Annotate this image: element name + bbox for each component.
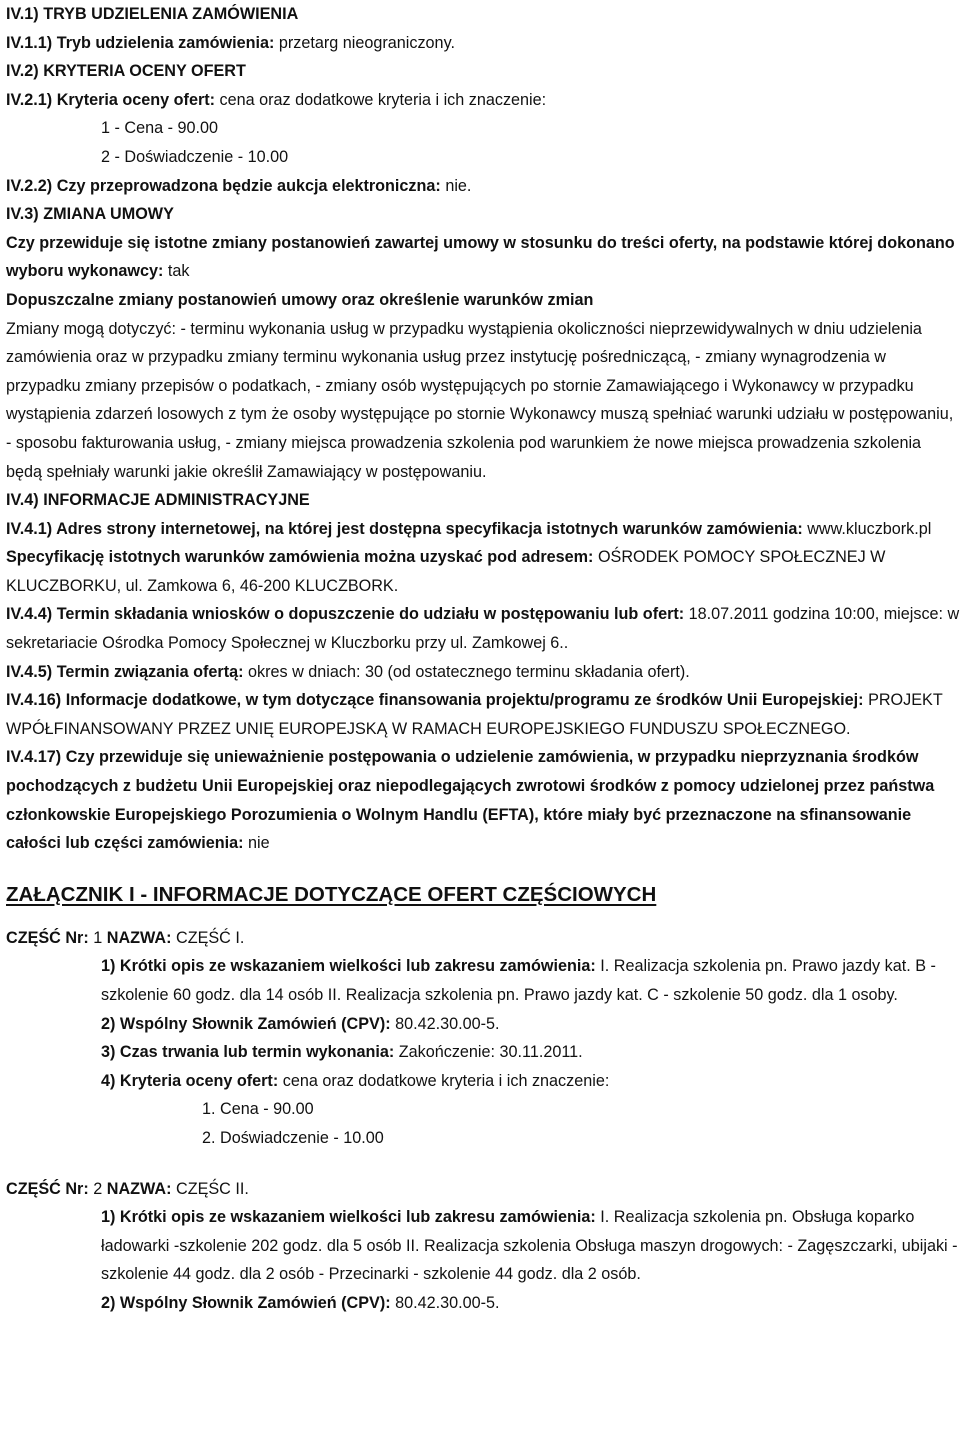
spec-label: Specyfikację istotnych warunków zamówienia można uzyskać pod adresem:	[6, 548, 594, 567]
iv3-changes-text: Zmiany mogą dotyczyć: - terminu wykonania usług w przypadku wystąpienia okoliczności nieprzewidywalnych w dniu udzielenia zamówienia oraz w przypadku zmiany terminu wykonania usług przez instytucję pośredniczącą, - zmiany wynagrodzenia w przypadku zmiany przepisów o podatkach, - zmiany osób występujących po stornie Zamawiającego i Wykonawcy w przypadku wystąpienia zdarzeń losowych z tym że osoby występujące po stornie Wykonawcy muszą spełniać warunki udziału w postępowaniu, - sposobu fakturowania usług, - zmiany miejsca prowadzenia szkolenia pod warunkiem że nowe miejsca prowadzenia szkolenia będą spełniały warunki jakie określił Zamawiający w postępowaniu.	[6, 319, 954, 481]
part-name: CZĘŚC II.	[176, 1179, 249, 1198]
iv45-value: okres w dniach: 30 (od ostatecznego terminu składania ofert).	[248, 662, 690, 681]
iv21-label: IV.2.1) Kryteria oceny ofert:	[6, 90, 216, 109]
part-time-row	[6, 1038, 960, 1067]
iv22-value: nie.	[445, 176, 472, 195]
part-cpv-value: 80.42.30.00-5.	[395, 1014, 500, 1033]
part-name-label: NAZWA:	[106, 928, 172, 947]
iv416-value: PROJEKT WPÓŁFINANSOWANY PRZEZ UNIĘ EUROPEJSKĄ W RAMACH EUROPEJSKIEGO FUNDUSZU SPOŁECZNEGO.	[6, 691, 943, 738]
part-number: 2	[93, 1179, 103, 1198]
part-criterion-item: 1. Cena - 90.00	[202, 1100, 314, 1119]
spec-value: OŚRODEK POMOCY SPOŁECZNEJ W KLUCZBORKU, ul. Zamkowa 6, 46-200 KLUCZBORK.	[6, 548, 886, 595]
part-criteria-label: 4) Kryteria oceny ofert:	[101, 1071, 279, 1090]
part-name: CZĘŚĆ I.	[176, 928, 245, 947]
iv3-question-label: Czy przewiduje się istotne zmiany postanowień zawartej umowy w stosunku do treści oferty, na podstawie której dokonano wyboru wykonawcy:	[6, 233, 955, 281]
iv416-label: IV.4.16) Informacje dodatkowe, w tym dotyczące finansowania projektu/programu ze środków Unii Europejskiej:	[6, 691, 864, 710]
iv3-question-value: tak	[167, 262, 190, 281]
iv417-row	[6, 743, 960, 857]
heading-iv4: IV.4) INFORMACJE ADMINISTRACYJNE	[6, 491, 310, 510]
heading-iv3: IV.3) ZMIANA UMOWY	[6, 205, 174, 224]
part-cpv-row	[6, 1010, 960, 1039]
part-time-value: Zakończenie: 30.11.2011.	[398, 1043, 583, 1062]
part-description-row	[6, 1203, 960, 1289]
spec-row	[6, 543, 960, 600]
iv44-row	[6, 600, 960, 657]
heading-iv1: IV.1) TRYB UDZIELENIA ZAMÓWIENIA	[6, 5, 299, 23]
criterion-item: 1 - Cena - 90.00	[101, 119, 218, 138]
annex-title: ZAŁĄCZNIK I - INFORMACJE DOTYCZĄCE OFERT CZĘŚCIOWYCH	[6, 882, 657, 906]
heading-iv2: IV.2) KRYTERIA OCENY OFERT	[6, 62, 246, 81]
part-header	[6, 1175, 960, 1204]
iv417-value: nie	[248, 834, 270, 853]
iv11-row	[6, 29, 960, 58]
criterion-item: 2 - Doświadczenie - 10.00	[101, 147, 289, 166]
iv44-value: 18.07.2011 godzina 10:00, miejsce: w sekretariacie Ośrodka Pomocy Społecznej w Kluczborku przy ul. Zamkowej 6..	[6, 605, 960, 653]
iv21-value: cena oraz dodatkowe kryteria i ich znaczenie:	[219, 90, 547, 109]
iv3-conditions-label: Dopuszczalne zmiany postanowień umowy oraz określenie warunków zmian	[6, 290, 594, 309]
iv22-label: IV.2.2) Czy przeprowadzona będzie aukcja elektroniczna:	[6, 176, 441, 195]
part-description-value: I. Realizacja szkolenia pn. Obsługa koparko ładowarki -szkolenie 202 godz. dla 5 osób II. Realizacja szkolenia Obsługa maszyn drogowych: - Zagęszczarki, ubijaki - szkolenie 44 godz. dla 2 osób - Przecinarki - szkolenie 44 godz. dla 2 osób.	[101, 1208, 958, 1284]
iv3-question-row	[6, 229, 960, 286]
iv11-value: przetarg nieograniczony.	[278, 33, 455, 52]
iv417-label: IV.4.17) Czy przewiduje się unieważnienie postępowania o udzielenie zamówienia, w przypadku nieprzyznania środków pochodzących z budżetu Unii Europejskiej oraz niepodlegających zwrotowi środków z pomocy udzielonej przez państwa członkowskie Europejskiego Porozumienia o Wolnym Handlu (EFTA), które miały być przeznaczone na sfinansowanie całości lub części zamówienia:	[6, 748, 935, 853]
iv41-row	[6, 515, 960, 544]
iv11-label: IV.1.1) Tryb udzielenia zamówienia:	[6, 33, 275, 52]
part-cpv-label: 2) Wspólny Słownik Zamówień (CPV):	[101, 1293, 391, 1312]
part-description-value: I. Realizacja szkolenia pn. Prawo jazdy kat. B - szkolenie 60 godz. dla 14 osób II. Realizacja szkolenia pn. Prawo jazdy kat. C - szkolenie 50 godz. dla 1 osoby.	[101, 957, 936, 1004]
part-description-row	[6, 952, 960, 1009]
iv22-row	[6, 172, 960, 201]
part-label: CZĘŚĆ Nr:	[6, 1179, 89, 1198]
part-cpv-value: 80.42.30.00-5.	[395, 1293, 500, 1312]
part-criteria-row	[6, 1067, 960, 1096]
iv416-row	[6, 686, 960, 743]
iv41-label: IV.4.1) Adres strony internetowej, na której jest dostępna specyfikacja istotnych warunków zamówienia:	[6, 519, 803, 538]
part-description-label: 1) Krótki opis ze wskazaniem wielkości lub zakresu zamówienia:	[101, 1208, 596, 1227]
iv45-row	[6, 658, 960, 687]
part-header	[6, 924, 960, 953]
part-name-label: NAZWA:	[106, 1179, 172, 1198]
part-cpv-label: 2) Wspólny Słownik Zamówień (CPV):	[101, 1014, 391, 1033]
part-description-label: 1) Krótki opis ze wskazaniem wielkości lub zakresu zamówienia:	[101, 957, 596, 976]
part-criterion-item: 2. Doświadczenie - 10.00	[202, 1128, 384, 1147]
iv44-label: IV.4.4) Termin składania wniosków o dopuszczenie do udziału w postępowaniu lub ofert:	[6, 605, 685, 624]
part-number: 1	[93, 928, 103, 947]
iv21-row	[6, 86, 960, 115]
part-time-label: 3) Czas trwania lub termin wykonania:	[101, 1043, 395, 1062]
part-label: CZĘŚĆ Nr:	[6, 928, 89, 947]
iv41-value: www.kluczbork.pl	[807, 519, 932, 538]
part-cpv-row	[6, 1289, 960, 1318]
part-criteria-value: cena oraz dodatkowe kryteria i ich znaczenie:	[282, 1071, 610, 1090]
iv45-label: IV.4.5) Termin związania ofertą:	[6, 662, 244, 681]
